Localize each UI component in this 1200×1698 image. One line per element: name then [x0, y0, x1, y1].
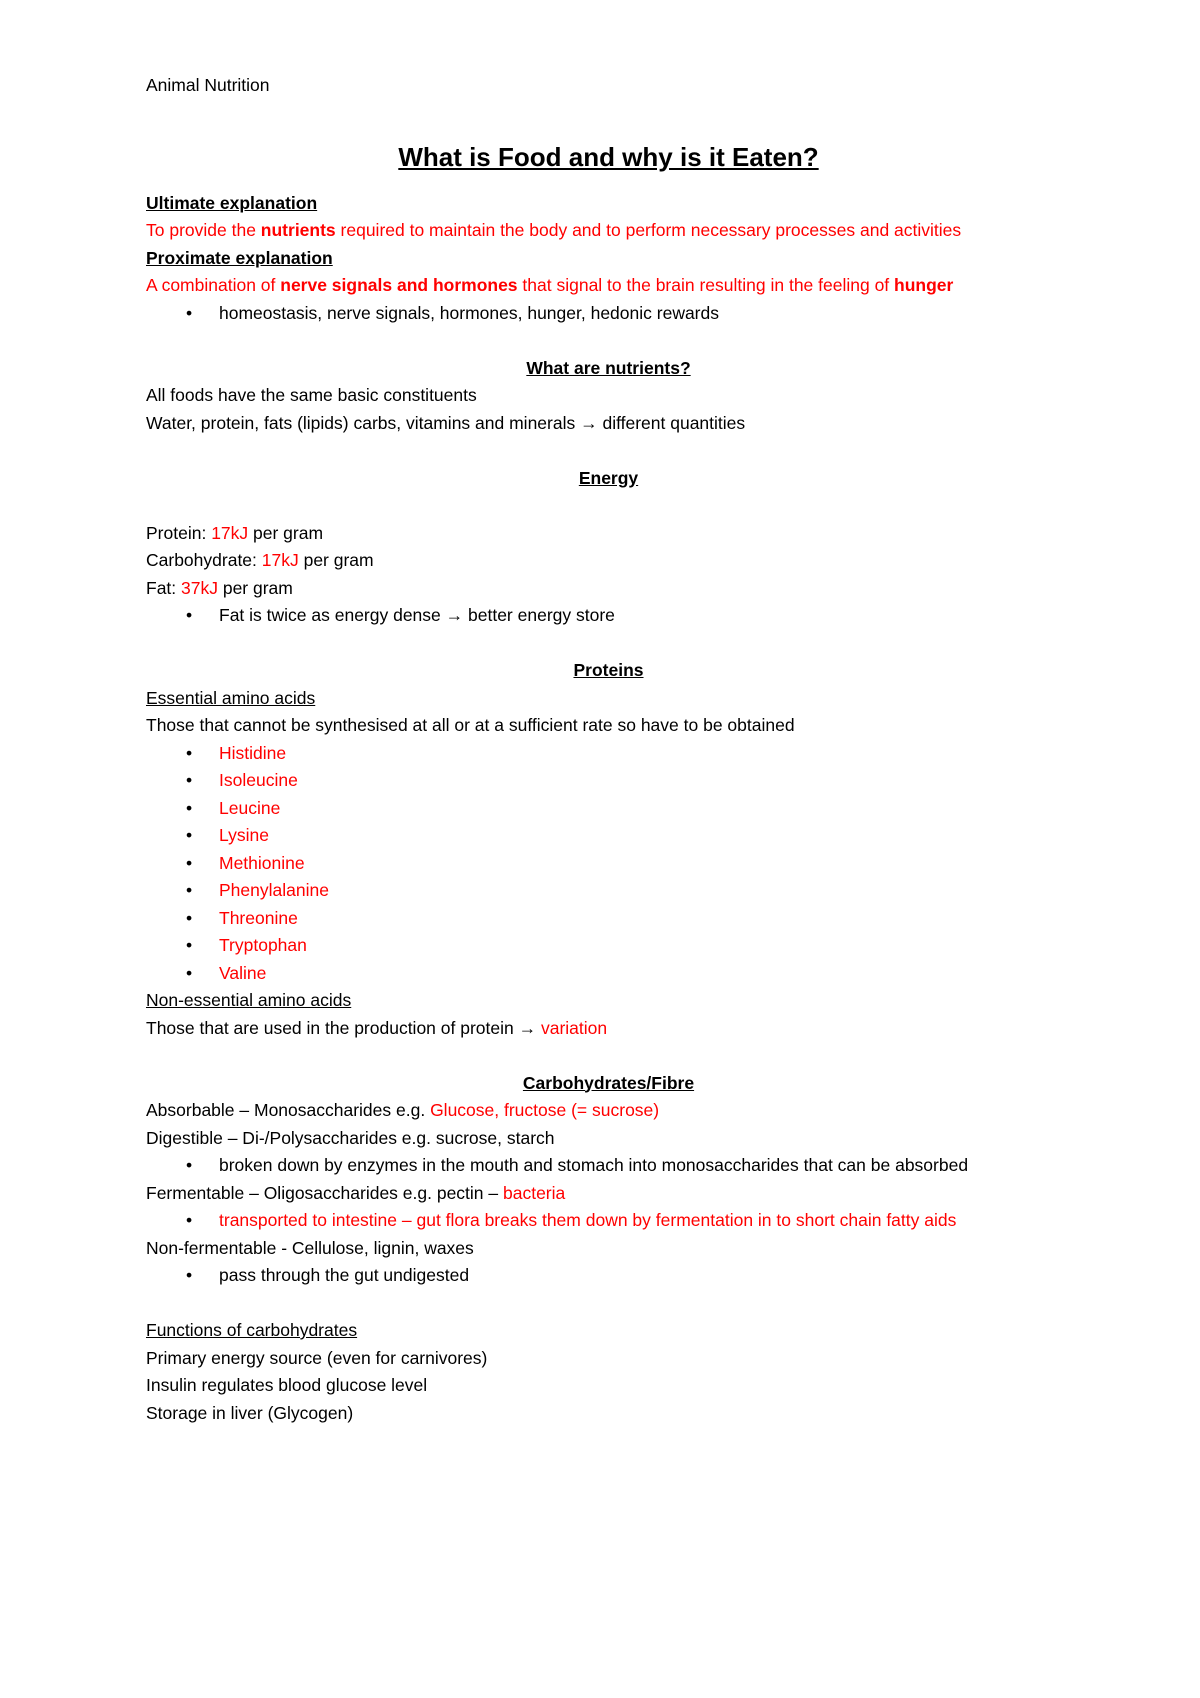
carbs-absorbable: Absorbable – Monosaccharides e.g. Glucose, fructose (= sucrose) — [146, 1100, 660, 1120]
list-item: • Histidine — [146, 740, 1071, 768]
document-header: Animal Nutrition — [146, 75, 270, 95]
essential-heading: Essential amino acids — [146, 687, 316, 708]
carbs-fermentable: Fermentable – Oligosaccharides e.g. pectin – bacteria — [146, 1182, 566, 1203]
bullet-icon: • — [186, 770, 193, 790]
arrow-right-icon: → — [518, 1017, 537, 1038]
functions-heading: Functions of carbohydrates — [146, 1320, 358, 1340]
energy-heading: Energy — [578, 467, 639, 488]
list-item: • Threonine — [146, 905, 1071, 933]
essential-text: Those that cannot be synthesised at all or at a sufficient rate so have to be obtained — [146, 715, 795, 735]
proteins-heading: Proteins — [573, 660, 644, 680]
bullet-icon: • — [186, 935, 193, 955]
list-item: • Fat is twice as energy dense → better energy store — [146, 602, 1071, 630]
bullet-icon: • — [186, 880, 193, 900]
document-content — [146, 72, 1071, 1427]
proximate-text: A combination of nerve signals and hormones that signal to the brain resulting in the feeling of hunger — [146, 275, 954, 295]
bullet-icon: • — [186, 797, 193, 818]
functions-line: Primary energy source (even for carnivores) — [146, 1347, 488, 1368]
bullet-icon: • — [186, 1265, 193, 1285]
energy-fat: Fat: 37kJ per gram — [146, 577, 293, 598]
list-item: • broken down by enzymes in the mouth and stomach into monosaccharides that can be absorbed — [146, 1152, 1071, 1180]
fermentable-list — [146, 1207, 1071, 1235]
nonfermentable-list — [146, 1262, 1071, 1290]
functions-line: Storage in liver (Glycogen) — [146, 1402, 354, 1423]
page-title: What is Food and why is it Eaten? — [398, 141, 819, 172]
arrow-right-icon: → — [445, 605, 464, 625]
bullet-icon: • — [186, 907, 193, 928]
list-item: • Methionine — [146, 850, 1071, 878]
list-item: • Tryptophan — [146, 932, 1071, 960]
nutrients-heading: What are nutrients? — [526, 357, 691, 378]
list-item: • Lysine — [146, 822, 1071, 850]
nonessential-text: Those that are used in the production of protein → variation — [146, 1017, 608, 1038]
energy-carbohydrate: Carbohydrate: 17kJ per gram — [146, 550, 374, 570]
list-item: • Leucine — [146, 795, 1071, 823]
list-item: • homeostasis, nerve signals, hormones, hunger, hedonic rewards — [146, 300, 1071, 328]
bullet-icon: • — [186, 302, 193, 323]
nonessential-heading: Non-essential amino acids — [146, 990, 352, 1010]
functions-line: Insulin regulates blood glucose level — [146, 1375, 428, 1395]
bullet-icon: • — [186, 605, 193, 625]
bullet-icon: • — [186, 1155, 193, 1175]
bullet-icon: • — [186, 962, 193, 983]
carbs-heading: Carbohydrates/Fibre — [522, 1072, 695, 1093]
energy-list — [146, 602, 1071, 630]
essential-amino-list — [146, 740, 1071, 988]
proximate-list — [146, 300, 1071, 328]
nutrients-line-1: All foods have the same basic constituents — [146, 385, 477, 405]
bullet-icon: • — [186, 852, 193, 873]
digestible-list — [146, 1152, 1071, 1180]
proximate-heading: Proximate explanation — [146, 247, 333, 268]
arrow-right-icon: → — [580, 412, 598, 433]
carbs-nonfermentable: Non-fermentable - Cellulose, lignin, waxes — [146, 1237, 474, 1258]
list-item: • pass through the gut undigested — [146, 1262, 1071, 1290]
bullet-icon: • — [186, 1210, 193, 1230]
ultimate-text: To provide the nutrients required to maintain the body and to perform necessary processes and activities — [146, 220, 962, 240]
list-item: • Valine — [146, 960, 1071, 988]
bullet-icon: • — [186, 742, 193, 763]
nutrients-line-2: Water, protein, fats (lipids) carbs, vitamins and minerals → different quantities — [146, 412, 746, 433]
carbs-digestible: Digestible – Di-/Polysaccharides e.g. sucrose, starch — [146, 1127, 555, 1148]
bullet-icon: • — [186, 825, 193, 845]
list-item: • Isoleucine — [146, 767, 1071, 795]
energy-protein: Protein: 17kJ per gram — [146, 522, 324, 543]
ultimate-heading: Ultimate explanation — [146, 192, 318, 213]
list-item: • Phenylalanine — [146, 877, 1071, 905]
list-item: • transported to intestine – gut flora breaks them down by fermentation in to short chain fatty aids — [146, 1207, 1071, 1235]
